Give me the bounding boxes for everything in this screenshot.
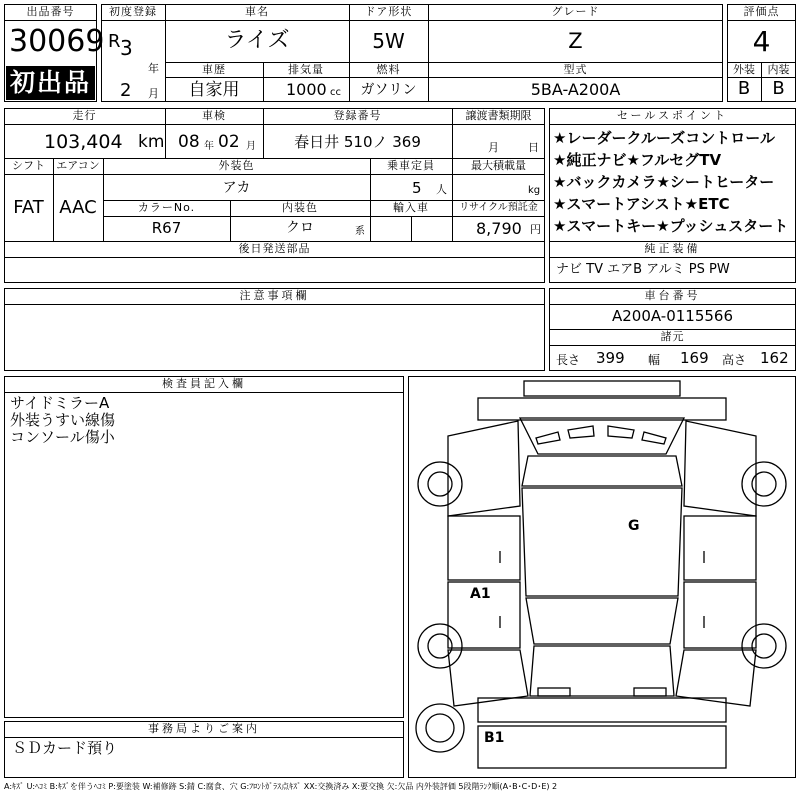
- length-value: 399: [596, 349, 625, 367]
- grade-label: グレード: [551, 5, 600, 18]
- genuine-equipment-value: ナビ TV エアB アルミ PS PW: [556, 262, 730, 277]
- doors-label: ドア形状: [364, 5, 413, 18]
- ac-label: エアコン: [56, 159, 100, 172]
- mileage-label: 走行: [72, 109, 97, 122]
- selling-point-line: ★バックカメラ★シートヒーター: [553, 173, 775, 191]
- score-int-label: 内装: [767, 63, 790, 76]
- inspection-year: 08: [178, 132, 200, 152]
- exterior-color-label: 外装色: [218, 159, 255, 172]
- ac-value: AAC: [59, 197, 97, 218]
- max-load-unit: kg: [528, 185, 541, 196]
- inspector-line: 外装うすい線傷: [10, 411, 116, 429]
- legend: A:ｷｽﾞ U:ﾍｺﾐ B:ｷｽﾞを伴うﾍｺﾐ P:要塗装 W:補修跡 S:錆 C:腐食、穴 G:ﾌﾛﾝﾄｶﾞﾗｽ点ｷｽﾞ XX:交換済み X:要交換 欠:欠品 内外装評価 5段階ﾗﾝｸ順(A･B･C･D･E) 2: [4, 782, 558, 791]
- inspector-line: サイドミラーA: [10, 394, 110, 412]
- score-label: 評価点: [743, 5, 780, 18]
- first-reg-year: 3: [120, 36, 133, 60]
- model-label: 型式: [563, 63, 588, 76]
- mileage-value: 103,404: [44, 131, 123, 153]
- recycle-value: 8,790: [476, 219, 522, 238]
- plate-label: 登録番号: [333, 109, 382, 122]
- notes-label: 注意事項欄: [239, 289, 310, 302]
- displacement-value: 1000: [286, 80, 327, 99]
- displacement-label: 排気量: [288, 63, 324, 76]
- first-reg-label: 初度登録: [109, 5, 157, 18]
- import-label: 輸入車: [393, 201, 429, 214]
- displacement-unit: cc: [330, 87, 341, 98]
- capacity-value: 5: [412, 179, 422, 197]
- damage-mark-a1: A1: [470, 586, 491, 602]
- first-reg-year-unit: 年: [148, 62, 159, 75]
- exterior-color-value: アカ: [222, 180, 251, 196]
- genuine-equipment-label: 純正装備: [644, 242, 701, 255]
- score-value: 4: [752, 25, 771, 58]
- first-reg-month: 2: [120, 80, 132, 101]
- selling-point-line: ★スマートアシスト★ETC: [553, 195, 730, 213]
- shift-value: FAT: [13, 197, 44, 218]
- transfer-day-unit: 日: [528, 141, 539, 154]
- transfer-month-unit: 月: [488, 141, 499, 154]
- car-diagram: [408, 376, 796, 778]
- history-label: 車歴: [202, 63, 226, 76]
- doors-value: 5W: [372, 29, 405, 53]
- first-reg-month-unit: 月: [148, 87, 159, 100]
- length-label: 長さ: [556, 353, 581, 367]
- plate-value: 春日井 510ノ 369: [294, 133, 421, 151]
- inspection-month-unit: 月: [246, 141, 256, 152]
- damage-mark-b1: B1: [484, 730, 505, 746]
- lot-first-badge: 初出品: [6, 66, 95, 100]
- fuel-value: ガソリン: [360, 82, 417, 98]
- interior-color-unit: 系: [355, 226, 365, 237]
- grade-value: Z: [568, 29, 583, 53]
- height-value: 162: [760, 349, 789, 367]
- recycle-unit: 円: [530, 223, 541, 236]
- capacity-label: 乗車定員: [387, 159, 435, 172]
- color-no-value: R67: [151, 219, 182, 237]
- lot-label: 出品番号: [26, 5, 75, 18]
- inspection-label: 車検: [202, 109, 226, 122]
- inspector-label: 検査員記入欄: [162, 377, 246, 390]
- selling-point-line: ★レーダークルーズコントロール: [553, 129, 775, 147]
- max-load-label: 最大積載量: [471, 159, 526, 172]
- history-value: 自家用: [188, 80, 240, 100]
- chassis-value: A200A-0115566: [611, 307, 734, 325]
- inspection-month: 02: [218, 132, 240, 152]
- interior-color-value: クロ: [286, 220, 314, 236]
- later-parts-label: 後日発送部品: [238, 242, 311, 255]
- office-label: 事務局よりご案内: [148, 722, 260, 735]
- lot-number: 30069: [9, 24, 105, 59]
- fuel-label: 燃料: [376, 63, 401, 76]
- inspection-year-unit: 年: [204, 141, 214, 152]
- model-value: 5BA-A200A: [530, 80, 621, 99]
- width-label: 幅: [648, 353, 661, 367]
- height-label: 高さ: [722, 353, 747, 367]
- color-no-label: カラーNo.: [137, 201, 196, 214]
- office-value: ＳＤカード預り: [12, 739, 118, 757]
- car-name-label: 車名: [245, 5, 269, 18]
- selling-point-line: ★純正ナビ★フルセグTV: [553, 151, 722, 169]
- interior-color-label: 内装色: [282, 201, 318, 214]
- dimensions-label: 諸元: [660, 330, 685, 343]
- recycle-label: リサイクル預託金: [459, 202, 538, 213]
- inspector-line: コンソール傷小: [10, 428, 115, 446]
- score-ext-value: B: [737, 78, 751, 99]
- width-value: 169: [680, 349, 709, 367]
- shift-label: シフト: [12, 159, 45, 172]
- car-name-value: ライズ: [224, 28, 290, 53]
- first-reg-era: R: [108, 31, 121, 52]
- transfer-label: 譲渡書類期限: [465, 109, 532, 122]
- damage-mark-g: G: [628, 518, 640, 534]
- mileage-unit: km: [138, 132, 165, 152]
- score-int-value: B: [772, 78, 785, 99]
- chassis-label: 車台番号: [644, 289, 701, 302]
- selling-points-label: セールスポイント: [616, 109, 728, 122]
- capacity-unit: 人: [436, 183, 447, 196]
- score-ext-label: 外装: [733, 63, 755, 76]
- selling-point-line: ★スマートキー★プッシュスタート: [553, 217, 789, 235]
